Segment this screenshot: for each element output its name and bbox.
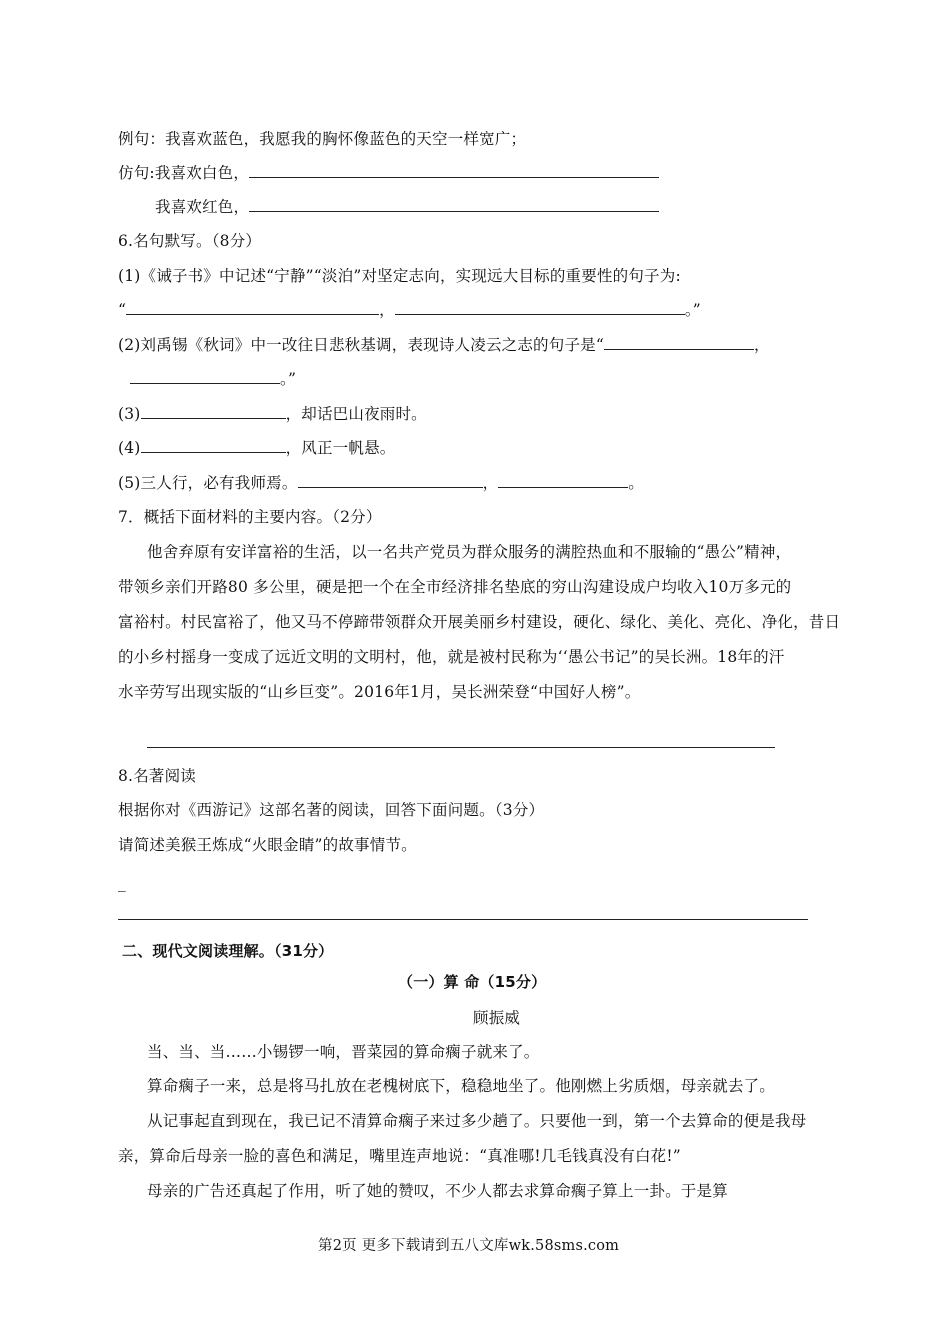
q7-passage-line: 带领乡亲们开路80 多公里，硬是把一个在全市经济排名垫底的穷山沟建设成户均收入10万多元的	[118, 578, 792, 596]
article-author: 顾振威	[473, 1009, 521, 1027]
q8-question: 根据你对《西游记》这部名著的阅读，回答下面问题。（3分）	[118, 801, 545, 819]
article-title: （一）算 命（15分）	[398, 973, 547, 991]
answer-blank[interactable]	[298, 472, 483, 488]
q7-passage-line: 富裕村。村民富裕了，他又马不停蹄带领群众开展美丽乡村建设，硬化、绿化、美化、亮化、净化，昔日	[118, 613, 841, 631]
answer-blank[interactable]	[141, 437, 286, 453]
article-paragraph: 从记事起直到现在，我已记不清算命瘸子来过多少趟了。只要他一到，第一个去算命的便是我母	[147, 1112, 807, 1130]
q6-item-4: (4) ，风正一帆悬。	[118, 439, 396, 457]
q6-item-1: (1)《诫子书》中记述“宁静”“淡泊”对坚定志向，实现远大目标的重要性的句子为:	[118, 267, 681, 285]
q6-item-5: (5)三人行，必有我师焉。 ， 。	[118, 474, 644, 492]
answer-blank[interactable]	[249, 196, 659, 212]
answer-blank[interactable]	[249, 162, 659, 178]
page-footer: 第2页 更多下载请到五八文库wk.58sms.com	[318, 1238, 620, 1254]
q8-prompt: 请简述美猴王炼成“火眼金睛”的故事情节。	[118, 836, 417, 854]
answer-blank[interactable]	[126, 299, 379, 315]
q5-example: 例句：我喜欢蓝色，我愿我的胸怀像蓝色的天空一样宽广；	[118, 130, 527, 148]
q6-item-2: (2)刘禹锡《秋词》中一改往日悲秋基调，表现诗人凌云之志的句子是“ ，	[118, 336, 770, 354]
q7-answer-line[interactable]	[147, 747, 775, 748]
answer-blank[interactable]	[395, 299, 685, 315]
q7-heading: 7．概括下面材料的主要内容。（2分）	[118, 508, 382, 526]
q6-item-2-cont: 。”	[130, 368, 296, 390]
article-paragraph: 亲，算命后母亲一脸的喜色和满足，嘴里连声地说：“真准哪!几毛钱真没有白花!”	[118, 1147, 681, 1165]
q7-passage-line: 水辛劳写出现实版的“山乡巨变”。2016年1月，吴长洲荣登“中国好人榜”。	[118, 683, 641, 701]
q8-answer-line[interactable]	[118, 919, 808, 920]
q5-imitate-line-2: 我喜欢红色，	[155, 196, 659, 218]
section-2-heading: 二、现代文阅读理解。（31分）	[122, 942, 334, 960]
article-paragraph: 算命瘸子一来，总是将马扎放在老槐树底下，稳稳地坐了。他刚燃上劣质烟，母亲就去了。	[147, 1077, 776, 1095]
q8-dash: _	[118, 874, 126, 892]
q6-item-1-blanks: “ ， 。”	[118, 301, 701, 319]
q6-heading: 6.名句默写。（8分）	[118, 232, 262, 250]
q7-passage-line: 他舍弃原有安详富裕的生活，以一名共产党员为群众服务的满腔热血和不服输的“愚公”精神，	[147, 543, 792, 561]
answer-blank[interactable]	[141, 403, 286, 419]
article-paragraph: 当、当、当……小锡锣一响，晋菜园的算命瘸子就来了。	[147, 1043, 540, 1061]
answer-blank[interactable]	[604, 334, 754, 350]
q6-item-3: (3) ，却话巴山夜雨时。	[118, 405, 427, 423]
q7-passage-line: 的小乡村摇身一变成了远近文明的文明村，他，就是被村民称为‘‘愚公书记”的吴长洲。18年的汗	[118, 648, 785, 666]
q5-imitate-line-1: 仿句:我喜欢白色，	[118, 162, 659, 184]
q8-heading: 8.名著阅读	[118, 767, 196, 785]
answer-blank[interactable]	[130, 368, 280, 384]
answer-blank[interactable]	[498, 472, 628, 488]
article-paragraph: 母亲的广告还真起了作用，听了她的赞叹，不少人都去求算命瘸子算上一卦。于是算	[147, 1182, 728, 1200]
